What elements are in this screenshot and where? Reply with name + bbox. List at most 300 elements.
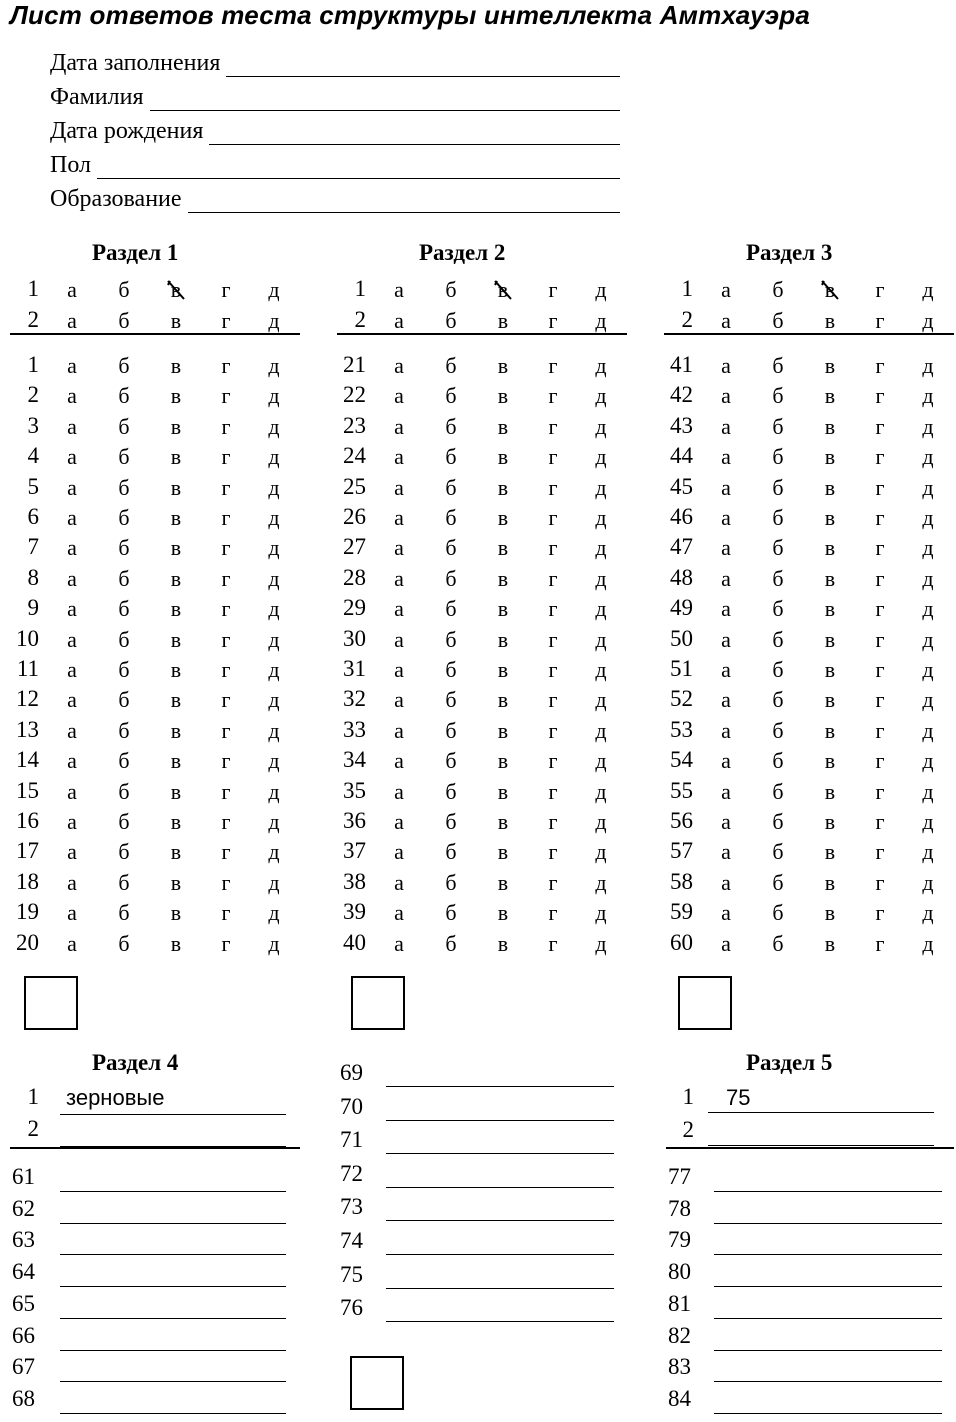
answer-option-б[interactable]: б [445, 444, 457, 470]
answer-option-а[interactable]: а [721, 778, 731, 804]
answer-line[interactable] [60, 1223, 286, 1224]
answer-option-б[interactable]: б [445, 900, 457, 926]
answer-option-а[interactable]: а [67, 717, 77, 743]
answer-option-в[interactable]: в [824, 565, 836, 591]
answer-option-б[interactable]: б [772, 930, 784, 956]
answer-option-а[interactable]: а [67, 413, 77, 439]
answer-option-а[interactable]: а [67, 277, 77, 302]
answer-option-д[interactable]: д [268, 596, 280, 622]
answer-option-г[interactable]: г [548, 383, 558, 409]
answer-line[interactable] [386, 1254, 614, 1255]
answer-line[interactable] [386, 1187, 614, 1188]
answer-option-в[interactable]: в [170, 505, 182, 530]
answer-option-а[interactable]: а [67, 657, 77, 682]
answer-option-б[interactable]: б [772, 626, 784, 652]
answer-option-г[interactable]: г [548, 505, 558, 530]
answer-option-д[interactable]: д [268, 565, 280, 591]
answer-option-в[interactable]: в [164, 277, 188, 303]
answer-option-г[interactable]: г [221, 444, 231, 470]
answer-option-б[interactable]: б [772, 353, 784, 378]
answer-option-а[interactable]: а [394, 748, 404, 774]
answer-option-б[interactable]: б [445, 383, 457, 409]
answer-option-б[interactable]: б [772, 717, 784, 743]
answer-option-в[interactable]: в [497, 657, 509, 682]
answer-option-а[interactable]: а [394, 687, 404, 713]
answer-option-г[interactable]: г [875, 383, 885, 409]
answer-option-а[interactable]: а [721, 444, 731, 470]
answer-option-в[interactable]: в [824, 809, 836, 834]
answer-option-а[interactable]: а [67, 687, 77, 713]
answer-line[interactable] [60, 1254, 286, 1255]
answer-line[interactable] [714, 1286, 942, 1287]
answer-option-д[interactable]: д [268, 930, 280, 956]
answer-option-б[interactable]: б [772, 809, 784, 834]
answer-option-в[interactable]: в [170, 778, 182, 804]
answer-option-б[interactable]: б [445, 809, 457, 834]
answer-option-д[interactable]: д [595, 657, 607, 682]
answer-option-д[interactable]: д [595, 353, 607, 378]
answer-option-д[interactable]: д [922, 383, 934, 409]
answer-option-а[interactable]: а [67, 626, 77, 652]
answer-option-а[interactable]: а [67, 778, 77, 804]
answer-option-б[interactable]: б [445, 657, 457, 682]
answer-option-в[interactable]: в [170, 809, 182, 834]
answer-option-б[interactable]: б [772, 687, 784, 713]
answer-option-а[interactable]: а [721, 626, 731, 652]
answer-option-г[interactable]: г [221, 657, 231, 682]
answer-option-б[interactable]: б [445, 778, 457, 804]
answer-option-а[interactable]: а [394, 869, 404, 895]
answer-option-д[interactable]: д [268, 869, 280, 895]
answer-option-д[interactable]: д [595, 413, 607, 439]
answer-option-а[interactable]: а [67, 308, 77, 333]
answer-line[interactable] [714, 1223, 942, 1224]
answer-option-б[interactable]: б [118, 413, 130, 439]
answer-option-д[interactable]: д [268, 474, 280, 500]
answer-option-б[interactable]: б [445, 596, 457, 622]
answer-option-а[interactable]: а [67, 839, 77, 865]
answer-option-а[interactable]: а [721, 839, 731, 865]
answer-option-д[interactable]: д [922, 308, 934, 333]
answer-option-а[interactable]: а [67, 505, 77, 530]
answer-option-в[interactable]: в [497, 900, 509, 926]
answer-option-в[interactable]: в [824, 748, 836, 774]
answer-option-а[interactable]: а [394, 596, 404, 622]
answer-option-в[interactable]: в [170, 869, 182, 895]
answer-option-в[interactable]: в [824, 717, 836, 743]
answer-option-в[interactable]: в [170, 900, 182, 926]
answer-option-д[interactable]: д [268, 900, 280, 926]
answer-option-в[interactable]: в [824, 869, 836, 895]
answer-option-г[interactable]: г [221, 413, 231, 439]
answer-line[interactable] [60, 1286, 286, 1287]
answer-option-а[interactable]: а [394, 383, 404, 409]
answer-option-а[interactable]: а [394, 809, 404, 834]
answer-option-г[interactable]: г [221, 839, 231, 865]
answer-option-г[interactable]: г [221, 748, 231, 774]
answer-option-б[interactable]: б [445, 413, 457, 439]
answer-option-б[interactable]: б [772, 535, 784, 561]
answer-line[interactable] [714, 1318, 942, 1319]
answer-option-д[interactable]: д [922, 444, 934, 470]
answer-option-г[interactable]: г [875, 930, 885, 956]
answer-option-д[interactable]: д [268, 505, 280, 530]
answer-option-д[interactable]: д [595, 505, 607, 530]
answer-option-д[interactable]: д [595, 383, 607, 409]
answer-option-а[interactable]: а [721, 505, 731, 530]
answer-option-д[interactable]: д [922, 809, 934, 834]
answer-option-д[interactable]: д [922, 930, 934, 956]
answer-line[interactable] [708, 1145, 934, 1146]
answer-option-д[interactable]: д [595, 626, 607, 652]
answer-line[interactable] [714, 1191, 942, 1192]
answer-option-д[interactable]: д [595, 565, 607, 591]
answer-option-д[interactable]: д [595, 444, 607, 470]
field-row[interactable] [50, 50, 630, 84]
answer-option-г[interactable]: г [221, 308, 231, 333]
answer-option-д[interactable]: д [595, 717, 607, 743]
answer-option-г[interactable]: г [221, 869, 231, 895]
answer-option-а[interactable]: а [67, 444, 77, 470]
answer-option-г[interactable]: г [875, 565, 885, 591]
answer-option-г[interactable]: г [221, 778, 231, 804]
answer-option-а[interactable]: а [394, 657, 404, 682]
answer-option-в[interactable]: в [170, 353, 182, 378]
answer-option-б[interactable]: б [118, 930, 130, 956]
answer-line[interactable] [708, 1112, 934, 1113]
answer-option-в[interactable]: в [170, 444, 182, 470]
answer-line[interactable] [386, 1153, 614, 1154]
answer-option-б[interactable]: б [445, 717, 457, 743]
answer-option-а[interactable]: а [67, 535, 77, 561]
answer-option-а[interactable]: а [721, 930, 731, 956]
answer-line[interactable] [714, 1413, 942, 1414]
answer-option-в[interactable]: в [824, 444, 836, 470]
answer-option-б[interactable]: б [118, 277, 130, 302]
answer-option-г[interactable]: г [875, 657, 885, 682]
answer-option-г[interactable]: г [548, 687, 558, 713]
answer-option-а[interactable]: а [394, 308, 404, 333]
answer-option-б[interactable]: б [118, 596, 130, 622]
answer-option-в[interactable]: в [170, 474, 182, 500]
answer-option-б[interactable]: б [118, 626, 130, 652]
answer-line[interactable] [386, 1321, 614, 1322]
answer-option-г[interactable]: г [875, 413, 885, 439]
answer-option-д[interactable]: д [595, 308, 607, 333]
answer-option-д[interactable]: д [922, 778, 934, 804]
answer-option-в[interactable]: в [170, 413, 182, 439]
answer-option-б[interactable]: б [118, 535, 130, 561]
answer-option-д[interactable]: д [268, 353, 280, 378]
answer-option-а[interactable]: а [67, 353, 77, 378]
answer-option-б[interactable]: б [445, 535, 457, 561]
answer-option-б[interactable]: б [445, 869, 457, 895]
answer-option-в[interactable]: в [824, 353, 836, 378]
answer-option-г[interactable]: г [221, 277, 231, 302]
field-row[interactable] [50, 186, 630, 220]
answer-option-а[interactable]: а [67, 748, 77, 774]
answer-option-в[interactable]: в [497, 626, 509, 652]
answer-line[interactable] [60, 1318, 286, 1319]
answer-option-а[interactable]: а [394, 277, 404, 302]
answer-option-г[interactable]: г [875, 626, 885, 652]
answer-option-г[interactable]: г [548, 565, 558, 591]
answer-option-а[interactable]: а [721, 413, 731, 439]
answer-option-в[interactable]: в [497, 505, 509, 530]
answer-option-б[interactable]: б [772, 444, 784, 470]
answer-option-б[interactable]: б [772, 748, 784, 774]
answer-option-д[interactable]: д [268, 809, 280, 834]
answer-option-б[interactable]: б [118, 657, 130, 682]
field-row[interactable] [50, 118, 630, 152]
answer-option-а[interactable]: а [721, 869, 731, 895]
answer-option-а[interactable]: а [721, 717, 731, 743]
answer-option-а[interactable]: а [721, 748, 731, 774]
answer-option-д[interactable]: д [922, 535, 934, 561]
field-input-line[interactable] [50, 178, 620, 179]
answer-option-в[interactable]: в [170, 930, 182, 956]
answer-line[interactable] [60, 1350, 286, 1351]
answer-option-б[interactable]: б [772, 657, 784, 682]
answer-option-д[interactable]: д [922, 869, 934, 895]
answer-option-в[interactable]: в [497, 839, 509, 865]
answer-option-в[interactable]: в [497, 778, 509, 804]
answer-option-д[interactable]: д [922, 839, 934, 865]
answer-option-в[interactable]: в [824, 383, 836, 409]
answer-option-в[interactable]: в [497, 383, 509, 409]
answer-option-б[interactable]: б [772, 839, 784, 865]
answer-option-в[interactable]: в [491, 277, 515, 303]
answer-option-д[interactable]: д [268, 839, 280, 865]
answer-line[interactable] [714, 1350, 942, 1351]
answer-option-г[interactable]: г [221, 687, 231, 713]
answer-option-г[interactable]: г [221, 505, 231, 530]
answer-option-г[interactable]: г [875, 535, 885, 561]
answer-option-б[interactable]: б [118, 474, 130, 500]
answer-option-в[interactable]: в [497, 353, 509, 378]
answer-option-г[interactable]: г [548, 930, 558, 956]
answer-option-в[interactable]: в [497, 565, 509, 591]
answer-option-б[interactable]: б [772, 505, 784, 530]
answer-option-б[interactable]: б [445, 839, 457, 865]
answer-option-г[interactable]: г [221, 596, 231, 622]
answer-option-г[interactable]: г [221, 474, 231, 500]
answer-option-д[interactable]: д [595, 900, 607, 926]
answer-line[interactable] [60, 1114, 286, 1115]
answer-option-а[interactable]: а [394, 413, 404, 439]
answer-option-г[interactable]: г [548, 596, 558, 622]
answer-option-г[interactable]: г [548, 626, 558, 652]
answer-option-в[interactable]: в [824, 308, 836, 333]
answer-option-б[interactable]: б [772, 308, 784, 333]
answer-option-г[interactable]: г [548, 748, 558, 774]
answer-option-б[interactable]: б [118, 900, 130, 926]
answer-option-б[interactable]: б [118, 748, 130, 774]
answer-option-а[interactable]: а [394, 717, 404, 743]
answer-option-а[interactable]: а [721, 687, 731, 713]
answer-option-б[interactable]: б [772, 413, 784, 439]
answer-option-в[interactable]: в [497, 748, 509, 774]
answer-option-в[interactable]: в [497, 308, 509, 333]
answer-option-д[interactable]: д [922, 505, 934, 530]
answer-option-а[interactable]: а [721, 474, 731, 500]
answer-option-в[interactable]: в [824, 930, 836, 956]
answer-option-б[interactable]: б [772, 277, 784, 302]
answer-option-г[interactable]: г [221, 565, 231, 591]
answer-option-в[interactable]: в [497, 444, 509, 470]
answer-option-б[interactable]: б [772, 565, 784, 591]
answer-option-г[interactable]: г [221, 930, 231, 956]
score-box[interactable] [678, 976, 732, 1030]
answer-option-в[interactable]: в [497, 869, 509, 895]
answer-option-б[interactable]: б [118, 505, 130, 530]
answer-option-б[interactable]: б [445, 474, 457, 500]
answer-option-в[interactable]: в [170, 308, 182, 333]
answer-option-б[interactable]: б [445, 505, 457, 530]
answer-option-а[interactable]: а [67, 565, 77, 591]
answer-option-д[interactable]: д [595, 535, 607, 561]
answer-option-в[interactable]: в [824, 413, 836, 439]
answer-option-а[interactable]: а [721, 596, 731, 622]
answer-option-а[interactable]: а [394, 444, 404, 470]
answer-option-в[interactable]: в [824, 505, 836, 530]
answer-option-а[interactable]: а [67, 900, 77, 926]
answer-option-д[interactable]: д [922, 413, 934, 439]
answer-option-б[interactable]: б [445, 353, 457, 378]
answer-option-в[interactable]: в [497, 809, 509, 834]
answer-option-а[interactable]: а [721, 900, 731, 926]
answer-option-в[interactable]: в [824, 900, 836, 926]
answer-option-г[interactable]: г [875, 900, 885, 926]
answer-option-д[interactable]: д [595, 596, 607, 622]
answer-option-а[interactable]: а [394, 778, 404, 804]
answer-option-г[interactable]: г [548, 657, 558, 682]
answer-option-а[interactable]: а [394, 535, 404, 561]
answer-option-в[interactable]: в [170, 748, 182, 774]
answer-option-д[interactable]: д [922, 900, 934, 926]
answer-option-б[interactable]: б [445, 565, 457, 591]
answer-option-а[interactable]: а [721, 308, 731, 333]
answer-option-д[interactable]: д [595, 930, 607, 956]
answer-option-г[interactable]: г [548, 308, 558, 333]
answer-option-г[interactable]: г [221, 535, 231, 561]
answer-option-а[interactable]: а [67, 383, 77, 409]
answer-line[interactable] [60, 1191, 286, 1192]
answer-option-г[interactable]: г [221, 626, 231, 652]
answer-option-в[interactable]: в [170, 687, 182, 713]
answer-option-д[interactable]: д [922, 626, 934, 652]
answer-option-а[interactable]: а [394, 930, 404, 956]
answer-option-б[interactable]: б [118, 383, 130, 409]
answer-option-в[interactable]: в [497, 596, 509, 622]
answer-option-а[interactable]: а [394, 900, 404, 926]
answer-option-г[interactable]: г [548, 277, 558, 302]
answer-option-б[interactable]: б [118, 353, 130, 378]
answer-line[interactable] [60, 1413, 286, 1414]
answer-option-г[interactable]: г [875, 277, 885, 302]
answer-option-д[interactable]: д [595, 748, 607, 774]
score-box[interactable] [24, 976, 78, 1030]
answer-option-б[interactable]: б [445, 626, 457, 652]
answer-option-г[interactable]: г [548, 413, 558, 439]
answer-option-б[interactable]: б [445, 930, 457, 956]
answer-option-д[interactable]: д [595, 809, 607, 834]
answer-option-в[interactable]: в [170, 383, 182, 409]
answer-option-а[interactable]: а [394, 565, 404, 591]
answer-option-д[interactable]: д [268, 444, 280, 470]
answer-option-в[interactable]: в [818, 277, 842, 303]
answer-option-а[interactable]: а [67, 930, 77, 956]
answer-option-г[interactable]: г [548, 717, 558, 743]
answer-option-в[interactable]: в [170, 535, 182, 561]
answer-option-б[interactable]: б [118, 308, 130, 333]
answer-line[interactable] [60, 1381, 286, 1382]
answer-option-д[interactable]: д [922, 277, 934, 302]
answer-option-в[interactable]: в [824, 596, 836, 622]
answer-option-а[interactable]: а [67, 596, 77, 622]
answer-option-а[interactable]: а [394, 353, 404, 378]
answer-option-г[interactable]: г [875, 444, 885, 470]
answer-option-а[interactable]: а [721, 277, 731, 302]
answer-option-в[interactable]: в [170, 717, 182, 743]
field-row[interactable] [50, 152, 630, 186]
answer-option-а[interactable]: а [721, 353, 731, 378]
answer-option-в[interactable]: в [170, 626, 182, 652]
answer-option-а[interactable]: а [394, 839, 404, 865]
answer-option-д[interactable]: д [922, 687, 934, 713]
answer-option-б[interactable]: б [118, 717, 130, 743]
answer-option-г[interactable]: г [221, 353, 231, 378]
answer-option-д[interactable]: д [595, 869, 607, 895]
answer-option-г[interactable]: г [875, 308, 885, 333]
answer-option-д[interactable]: д [268, 413, 280, 439]
answer-option-д[interactable]: д [595, 839, 607, 865]
answer-option-г[interactable]: г [875, 839, 885, 865]
answer-option-б[interactable]: б [772, 474, 784, 500]
answer-option-а[interactable]: а [721, 383, 731, 409]
score-box[interactable] [351, 976, 405, 1030]
field-row[interactable] [50, 84, 630, 118]
answer-option-г[interactable]: г [548, 900, 558, 926]
answer-option-а[interactable]: а [394, 474, 404, 500]
answer-option-г[interactable]: г [221, 383, 231, 409]
answer-option-д[interactable]: д [268, 308, 280, 333]
answer-option-в[interactable]: в [170, 565, 182, 591]
answer-option-б[interactable]: б [445, 308, 457, 333]
answer-option-в[interactable]: в [824, 778, 836, 804]
answer-option-б[interactable]: б [445, 277, 457, 302]
answer-option-г[interactable]: г [548, 778, 558, 804]
answer-option-д[interactable]: д [268, 657, 280, 682]
answer-option-д[interactable]: д [268, 277, 280, 302]
answer-option-г[interactable]: г [875, 596, 885, 622]
answer-option-б[interactable]: б [445, 687, 457, 713]
answer-option-д[interactable]: д [595, 277, 607, 302]
answer-option-г[interactable]: г [875, 687, 885, 713]
answer-option-д[interactable]: д [922, 353, 934, 378]
answer-line[interactable] [386, 1288, 614, 1289]
answer-option-б[interactable]: б [772, 383, 784, 409]
answer-option-в[interactable]: в [824, 474, 836, 500]
answer-option-б[interactable]: б [118, 444, 130, 470]
answer-option-в[interactable]: в [497, 474, 509, 500]
score-box[interactable] [350, 1356, 404, 1410]
answer-option-г[interactable]: г [221, 809, 231, 834]
answer-option-б[interactable]: б [118, 778, 130, 804]
answer-option-г[interactable]: г [221, 717, 231, 743]
answer-option-в[interactable]: в [824, 535, 836, 561]
answer-option-д[interactable]: д [268, 383, 280, 409]
